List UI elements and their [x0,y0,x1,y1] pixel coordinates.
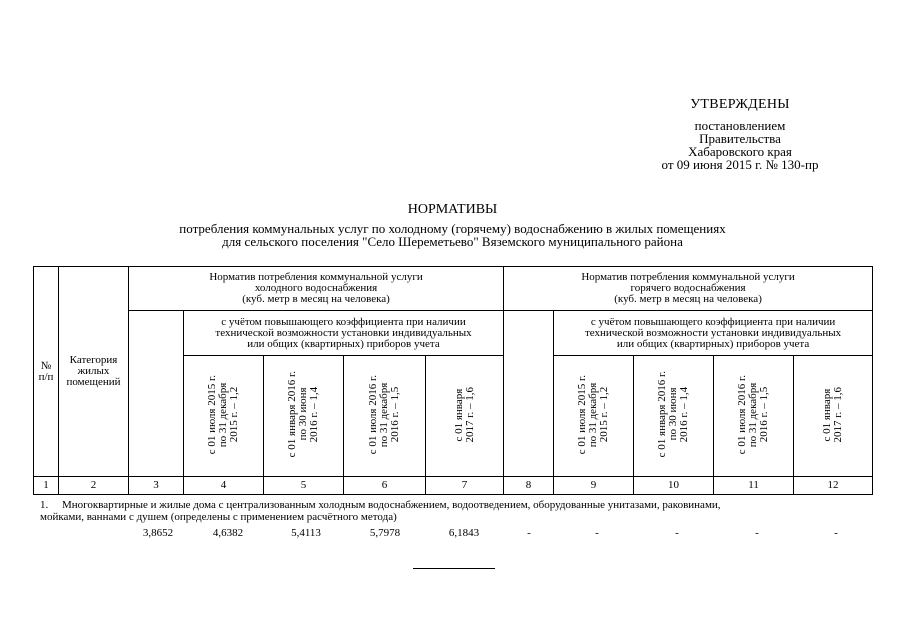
column-number: 11 [714,477,794,495]
row-description-line-1: Многоквартирные и жилые дома с централизованным холодным водоснабжением, водоотведением, оборудованные унитазами, раковинами, [62,499,721,511]
header-hot-base [504,311,554,477]
approval-line-4: от 09 июня 2015 г. № 130-пр [661,157,819,172]
header-cold-period-1: с 01 июля 2015 г. по 31 декабря 2015 г. – 1,2 [184,356,264,477]
value-cell: - [527,527,531,539]
value-cell: 3,8652 [142,527,174,539]
value-cell: - [595,527,599,539]
column-number: 4 [184,477,264,495]
column-number: 3 [129,477,184,495]
header-hot-period-4: с 01 января 2017 г. – 1,6 [794,356,873,477]
approval-line-3: Хабаровского края [688,144,792,159]
norms-table [33,266,873,495]
approval-line-1: постановлением [694,118,786,133]
header-category: Категория жилых помещений [59,267,129,477]
row-description-line-2: мойками, ваннами с душем (определены с применением расчётного метода) [40,511,397,523]
column-number: 2 [59,477,129,495]
end-divider [413,568,495,569]
row-description [40,499,721,523]
column-number: 5 [264,477,344,495]
document-subtitle-1: потребления коммунальных услуг по холодному (горячему) водоснабжению в жилых помещениях [179,221,726,236]
header-cold-period-2: с 01 января 2016 г. по 30 июня 2016 г. – 1,4 [264,356,344,477]
column-number: 9 [554,477,634,495]
value-cell: 5,4113 [291,527,321,539]
approval-line-2: Правительства [699,131,781,146]
header-cold-water: Норматив потребления коммунальной услуги холодного водоснабжения (куб. метр в месяц на человека) [129,267,504,311]
value-cell: 5,7978 [369,527,401,539]
row-number: 1. [40,499,49,511]
approval-block [600,98,880,171]
header-hot-period-2: с 01 января 2016 г. по 30 июня 2016 г. – 1,4 [634,356,714,477]
column-number: 10 [634,477,714,495]
header-hot-period-3: с 01 июля 2016 г. по 31 декабря 2016 г. – 1,5 [714,356,794,477]
value-cell: 4,6382 [212,527,244,539]
value-cell: - [834,527,838,539]
value-cell: - [755,527,759,539]
header-hot-water: Норматив потребления коммунальной услуги горячего водоснабжения (куб. метр в месяц на человека) [504,267,873,311]
column-number: 7 [426,477,504,495]
header-hot-coefficient: с учётом повышающего коэффициента при наличии технической возможности установки индивидуальных или общих (квартирных) приборов учета [554,311,873,356]
value-cell: 6,1843 [448,527,480,539]
column-number: 1 [34,477,59,495]
document-subtitle-2: для сельского поселения "Село Шереметьево" Вяземского муниципального района [222,234,683,249]
header-cold-period-3: с 01 июля 2016 г. по 31 декабря 2016 г. – 1,5 [344,356,426,477]
header-cold-base [129,311,184,477]
approval-title: УТВЕРЖДЕНЫ [690,97,790,112]
header-number: № п/п [34,267,59,477]
header-cold-period-4: с 01 января 2017 г. – 1,6 [426,356,504,477]
value-cell: - [675,527,679,539]
header-hot-period-1: с 01 июля 2015 г. по 31 декабря 2015 г. – 1,2 [554,356,634,477]
column-number: 12 [794,477,873,495]
document-title: НОРМАТИВЫ [407,202,498,217]
header-cold-coefficient: с учётом повышающего коэффициента при наличии технической возможности установки индивидуальных или общих (квартирных) приборов учета [184,311,504,356]
column-number: 8 [504,477,554,495]
column-number: 6 [344,477,426,495]
